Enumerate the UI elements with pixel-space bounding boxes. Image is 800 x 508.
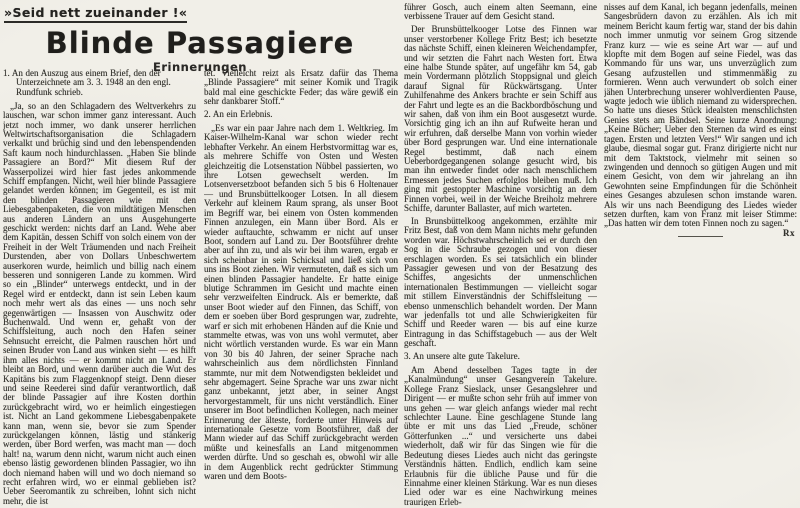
- article-paragraph: tet. Vielleicht reizt als Ersatz dafür das Thema „Blinde Passagiere“ mit seiner Komik und Tragik bald mal eine geschickte Feder; das wäre gewiß ein sehr dankbarer Stoff.“: [204, 69, 398, 107]
- article-paragraph: führer Gosch, auch einem alten Seemann, eine verbissene Trauer auf dem Gesicht stand.: [404, 3, 597, 22]
- section-heading: 1. An den Auszug aus einem Brief, den der Unterzeichnete am 3. 3. 1948 an den engl. Rundfunk schrieb.: [3, 69, 171, 97]
- section-heading: 3. An unsere alte gute Takelure.: [404, 351, 520, 362]
- article-subtitle: Erinnerungen: [153, 60, 247, 74]
- article-paragraph: Am Abend desselben Tages tagte in der „Kanalmündung“ unser Gesangverein Takelure. Kollege Franz Sieslack, unser Gesangslehrer und Dirigent — er mußte schon sehr früh auf immer von uns gehen — war gleich anfangs wieder mal recht schlechter Laune. Eine geschlagene Stunde lang übte er mit uns das Lied „Freude, schöner Götterfunken ...“ und versicherte uns dabei wiederholt, daß wir für das Singen wie für die Bedeutung dieses Liedes auch nicht das geringste Verständnis hätten. Endlich, endlich kam seine Erlaubnis für die übliche Pause und für die Einnahme einer kleinen Stärkung. War es nun dieses Lied oder war es eine Nachwirkung meines traurigen Erleb-: [404, 365, 597, 506]
- article-paragraph: nisses auf dem Kanal, ich begann jedenfalls, meinen Sangesbrüdern davon zu erzählen. Als ich mit meinem Bericht kaum fertig war, stand der bis dahin noch immer unmutig vor seinem Grog sitzende Franz kurz — wie es seine Art war — auf und klopfte mit dem Bogen auf seine Fiedel, was das Kommando für uns war, uns unverzüglich zum Gesang aufzustellen und stimmenmäßig zu formieren. Wenn auch verwundert ob solch einer jähen Unterbrechung unserer wohlverdienten Pause, wagte jedoch wie üblich niemand zu widersprechen. So hatte uns dieses Stück idealsten menschlichsten Genies stets am Bändsel. Seine kurze Anordnung: „Keine Bücher; Ueber den Sternen da wird es einst tagen. Ersten und letzten Vers!“ Wir sangen und ich glaube, diesmal sogar gut. Franz dirigierte nicht nur mit dem Taktstock, vielmehr mit seinen so zwingenden und dennoch so gütigen Augen und mit einem Gesicht, von dem wir jahrelang an ihn Gewohnten seine Empfindungen für die Schönheit eines Gesanges abzulesen schon imstande waren. Als wir uns nach Beendigung des Liedes wieder setzen durften, kam von Franz mit leiser Stimme: „Das hatten wir dem toten Finnen noch zu sagen.“ Rx: [604, 3, 797, 238]
- article-paragraph: „Es war ein paar Jahre nach dem 1. Weltkrieg. Im Kaiser-Wilhelm-Kanal war schon wieder recht lebhafter Verkehr. An einem Herbstvormittag war es, als mehrere Schiffe von Osten und Westen gleichzeitig die Lotsenstation Nübbel passierten, wo ihre Lotsen gewechselt werden. Im Lotsenversetzboot befanden sich 5 bis 6 Holtenauer — und Brunsbüttelkooger Lotsen. In all diesem Verkehr auf kleinem Raum sprang, als unser Boot im Begriff war, bei einem von Osten kommenden Finnen anzulegen, ein Mann über Bord. Als er wieder auftauchte, schwamm er nicht auf unser Boot, sondern auf Land zu. Der Bootsführer drehte aber auf ihn zu, und als wir bei ihm waren, ergab er sich scheinbar in sein Schicksal und ließ sich von uns ins Boot ziehen. Wir vermuteten, daß es sich um einen blinden Passagier handelte. Er hatte einige blutige Schrammen im Gesicht und machte einen sehr verzweifelten Eindruck. Als er bemerkte, daß unser Boot wieder auf den Finnen, das Schiff, von dem er soeben über Bord gesprungen war, zudrehte, warf er sich mit erhobenen Händen auf die Knie und stammelte etwas, was von uns wohl vermutet, aber nicht wörtlich verstanden wurde. Es war ein Mann von 30 bis 40 Jahren, der seiner Sprache nach wahrscheinlich aus dem nördlichsten Finnland stammte, nur mit dem Notwendigsten bekleidet und sehr abgemagert. Seine Sprache war uns zwar nicht ganz unbekannt, jetzt aber, in seiner Angst hervorgestammelt, für uns nicht verständlich. Einer unserer im Boot befindlichen Kollegen, nach meiner Erinnerung der älteste, forderte unter Hinweis auf internationale Gesetze vom Bootsführer, daß der Mann wieder auf das Schiff zurückgebracht werden müßte und keinesfalls an Land mitgenommen werden dürfte. Und so geschah es, obwohl wir alle in dem Augenblick recht gedrückter Stimmung waren und dem Boots-: [204, 123, 398, 482]
- article-column-4: [604, 3, 797, 506]
- article-kicker: »Seid nett zueinander !«: [4, 5, 187, 23]
- article-masthead: [0, 0, 400, 74]
- article-paragraph: Der Brunsbüttelkooger Lotse des Finnen war unser verstorbener Kollege Fritz Best; ich besetzte das nächste Schiff, einen kleineren Weichendampfer, und wir setzten die Fahrt nach Westen fort. Etwa eine halbe Stunde später, auf ungefähr km 54, gab mein Vordermann plötzlich Stoppsignal und gleich darauf Signal für Rückwärtsgang. Unter Zuhilfenahme des Ankers brachte er sein Schiff aus der Fahrt und legte es an die Backbordböschung und wir sahen, daß von ihm ein Boot ausgesetzt wurde. Vorsichtig ging ich an ihn auf Rufweite heran und wir erfuhren, daß derselbe Mann von vorhin wieder über Bord gesprungen war. Und eine internationale Regel bestimmt, daß nach einem Ueberbordgegangenen solange gesucht wird, bis man ihn entweder findet oder nach menschlichem Ermessen jedes Suchen erfolglos bleiben muß. Ich ging mit gestoppter Maschine vorsichtig an dem Finnen vorbei, weil in der Weiche Breiholz mehrere Schiffe, darunter Ballaster, auf mich warteten.: [404, 24, 597, 214]
- author-signature: Rx: [783, 227, 795, 238]
- article-column-3: [404, 3, 597, 506]
- article-column-2: [204, 69, 398, 506]
- article-paragraph: In Brunsbüttelkoog angekommen, erzählte mir Fritz Best, daß von dem Mann nichts mehr gefunden worden war. Höchstwahrscheinlich sei er durch den Sog in die Schraube gezogen und von dieser erschlagen worden. Es sei tatsächlich ein blinder Passagier gewesen und von der Besatzung des Schiffes, angesichts der unmenschlichen internationalen Bestimmungen — vielleicht sogar mit stillem Einverständnis der Schiffsleitung — ebenso unmenschlich behandelt worden. Der Mann war jedenfalls tot und alle Schwierigkeiten für Schiff und Reeder waren — bis auf eine kurze Eintragung in das Schiffstagebuch — aus der Welt geschaft.: [404, 215, 597, 349]
- article-column-1: [3, 69, 196, 506]
- end-divider: [678, 236, 723, 237]
- section-heading: 2. An ein Erlebnis.: [204, 109, 273, 120]
- article-title: Blinde Passagiere: [45, 26, 355, 60]
- article-paragraph: „Ja, so an den Schlagadern des Weltverkehrs zu lauschen, war schon immer ganz interessant. Auch jetzt noch immer, wo dank unserer herrlichen Weltwirtschaftsorganisation die Schlagadern verkalkt und brüchig sind und den lebenspendenden Saft kaum noch hindurchlassen. „Haben Sie blinde Passagiere an Bord?“ Mit diesem Ruf der Wasserpolizei wird hier fast jedes ankommende Schiff empfangen. Nicht, weil hier blinde Passagiere gelandet werden können; im Gegenteil, es ist mit den blinden Passagieren wie mit den Liebesgabenpaketen, die von mildtätigen Menschen aus anderen Ländern an uns Ausgehungerte geschickt werden: nichts darf an Land. Wehe aber dem Kapitän, dessen Schiff von solch einem von der Freiheit in der Welt Träumenden und nach Freiheit Durstenden, aber von Dollars Unbeschwertem auserkoren wurde, heimlich und billig nach einem besseren und sonnigeren Lande zu kommen. Wird so ein „Blinder“ unterwegs entdeckt, und in der Regel wird er entdeckt, dann ist sein Leben kaum noch mehr wert als das eines — uns noch sehr gegenwärtigen — Insassen von Auschwitz oder Buchenwald. Und wenn er, gehaßt von der Schiffsleitung, auch noch den Hafen seiner Sehnsucht erreicht, die Palmen rauschen hört und seinen Bruder von Land aus winken sieht — es hilft ihm alles nichts — er kommt nicht an Land. Er bleibt an Bord, und wenn darüber auch die Wut des Kapitäns bis zum Flaggenknopf steigt. Denn dieser und seine Reederei sind dafür verantwortlich, daß der blinde Passagier auf ihre Kosten dorthin zurückgebracht wird, wo er heimlich eingestiegen ist. Nicht an Land gekommene Liebesgabenpakete kann man, wenn sie, bevor sie zum Spender zurückgelangen können, lästig und stänkerig werden, über Bord werfen, was macht man — doch halt! na, warum denn nicht, warum nicht auch einen ebenso lästig gewordenen blinden Passagier, wo ihn doch niemand haben will und wo doch niemand so recht erfahren wird, wo er einmal geblieben ist? Ueber Seeromantik zu schreiben, lohnt sich nicht mehr, die ist: [3, 100, 196, 506]
